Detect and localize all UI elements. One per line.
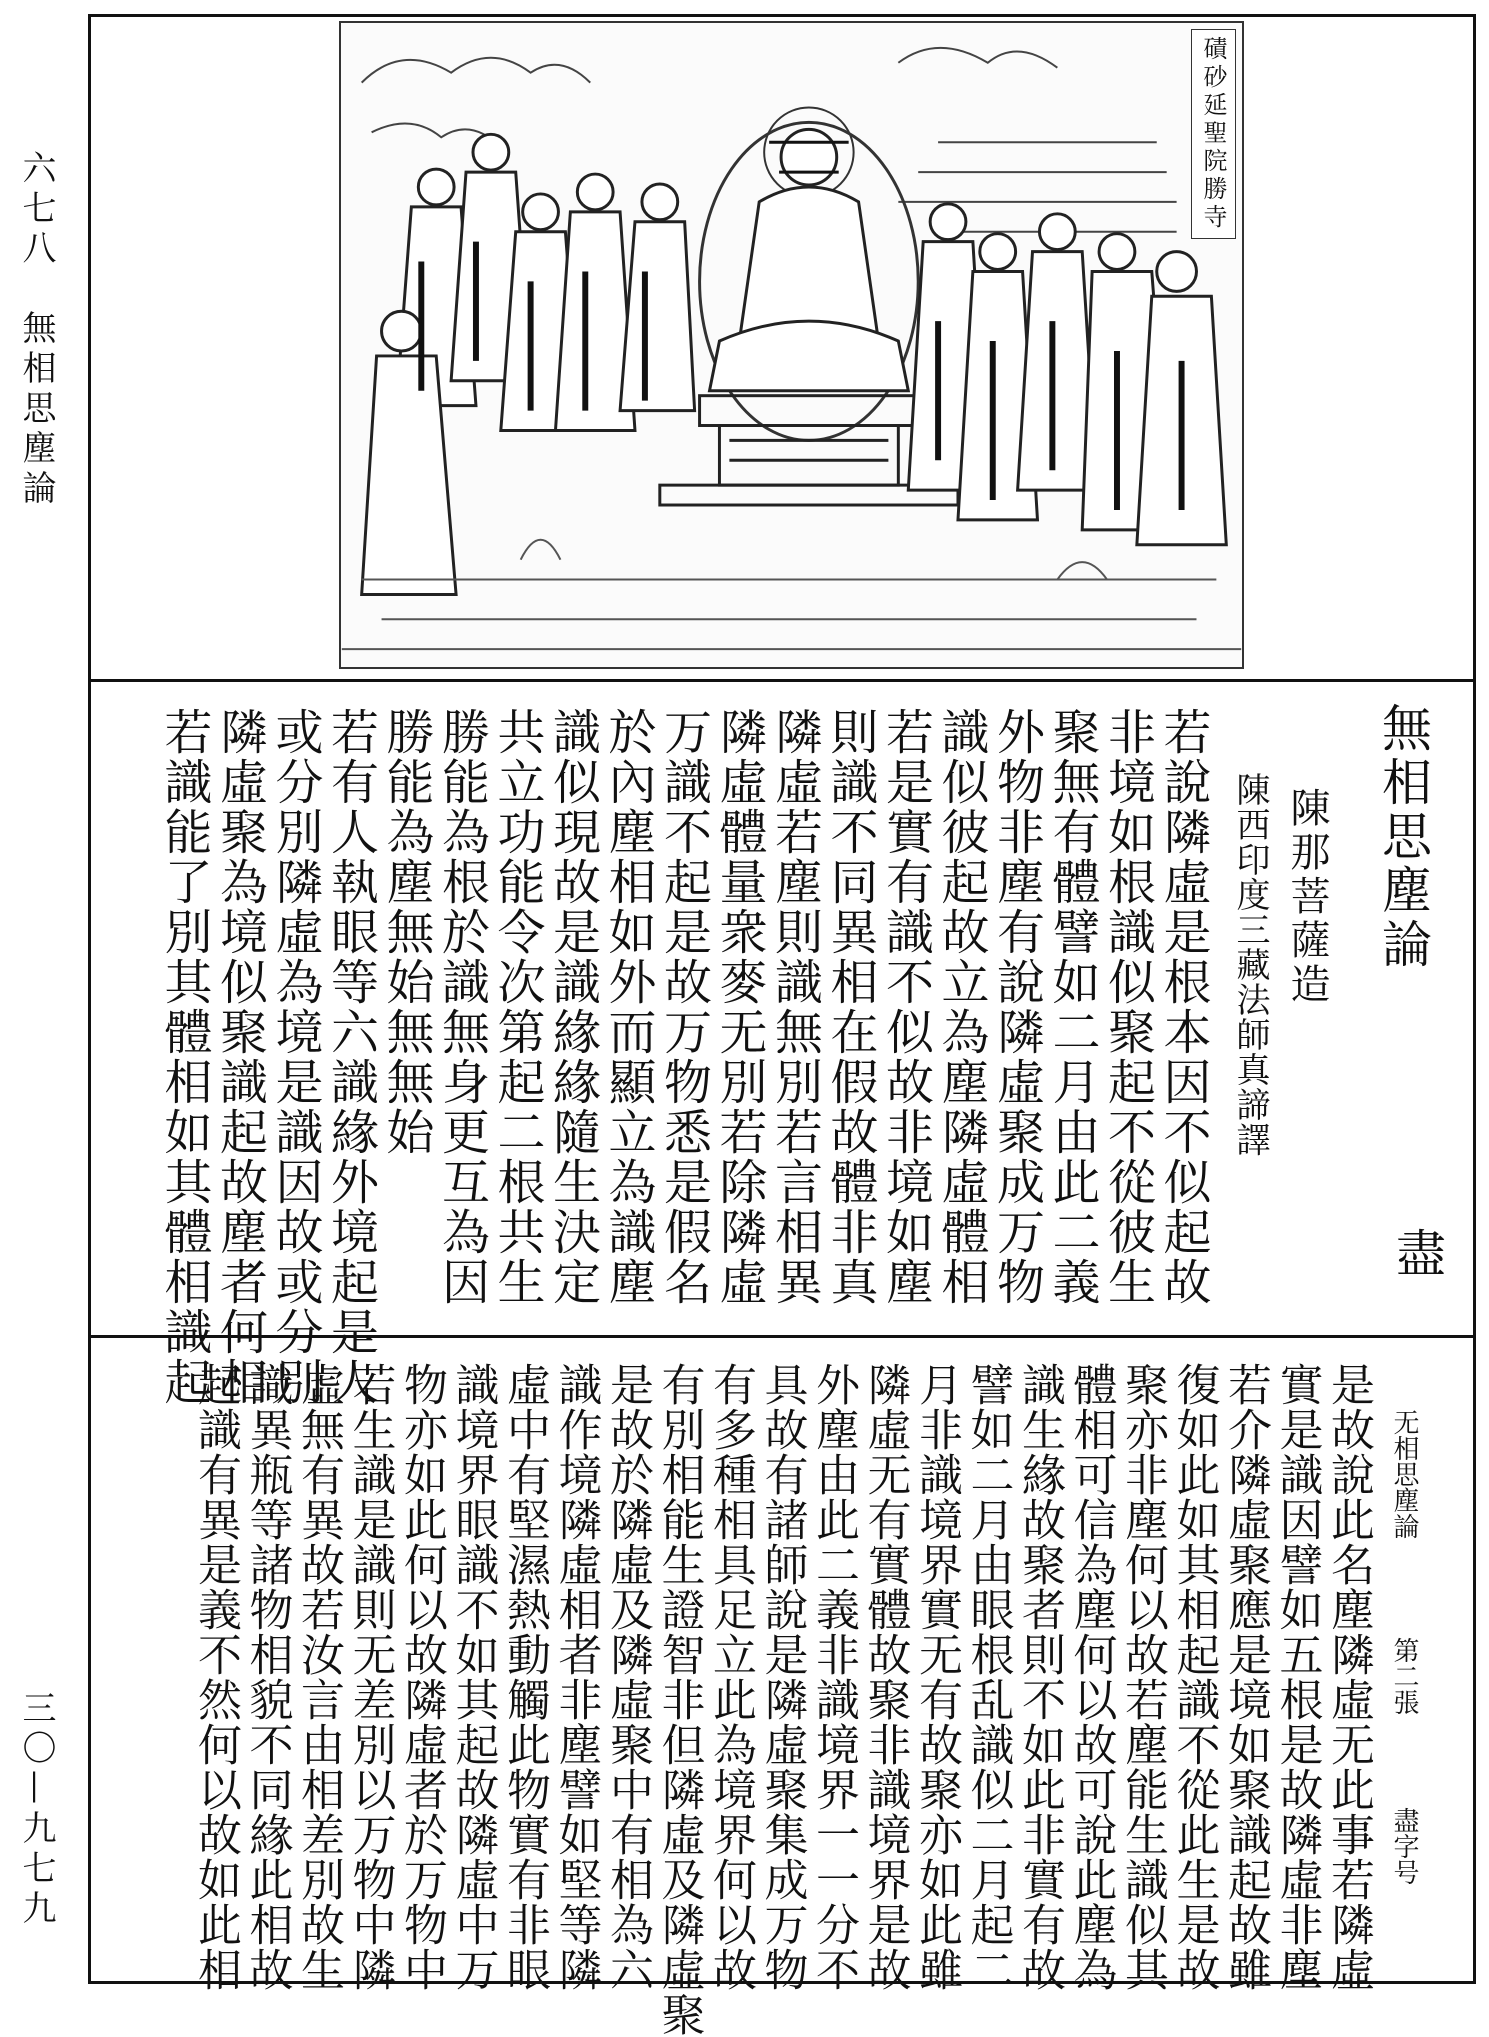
text-column: 有別相能生證智非但隣虛及隣虛聚	[653, 1362, 705, 2037]
margin-page-number: 三〇—九七九	[16, 1690, 56, 1930]
text-column: 則識不同異相在假故體非真	[822, 707, 878, 1307]
text-column: 勝能為塵無始無無始	[378, 707, 434, 1157]
text-column: 起識有異是義不然何以故如此相	[190, 1362, 241, 1992]
section2-char-number: 盡字号	[1389, 1807, 1419, 1885]
text-column: 識似現故是識緣緣隨生決定	[544, 707, 601, 1307]
text-column: 識似彼起故立為塵隣虛體相	[933, 707, 989, 1307]
text-column: 若是實有識不似故非境如塵	[877, 707, 934, 1307]
section-divider-2	[91, 1335, 1473, 1338]
text-column: 譬如二月由眼根乱識似二月起二	[962, 1362, 1014, 1992]
text-column: 是故於隣虛及隣虛聚中有相為六	[602, 1362, 653, 1992]
text-column: 體相可信為塵何以故可說此塵為	[1065, 1362, 1117, 1992]
text-column: 若生識是識則无差別以万物中隣	[344, 1362, 396, 1992]
text-column: 若說隣虛是根本因不似起故	[1155, 707, 1211, 1307]
text-column: 隣虛无有實體故聚非識境界是故	[859, 1362, 911, 1992]
text-column: 於內塵相如外而顯立為識塵	[600, 707, 656, 1307]
text-column: 復如此如其相起識不從此生是故	[1168, 1362, 1220, 1992]
illustration-drawing	[341, 23, 1242, 667]
text-column: 識作境隣虛相者非塵譬如堅等隣	[550, 1362, 602, 1992]
temple-label: 磧砂延聖院勝寺	[1191, 29, 1236, 239]
page-frame	[88, 14, 1476, 2037]
text-column: 隣虛體量衆麥无別若除隣虛	[711, 707, 767, 1307]
text-column: 具故有諸師說是隣虛聚集成万物	[756, 1362, 808, 1992]
text-column: 聚亦非塵何以故若塵能生識似其	[1117, 1362, 1168, 1992]
text-column: 或分別隣虛為境是識因故或分別	[267, 707, 323, 1407]
margin-volume-title: 六七八 無相思塵論	[16, 150, 56, 510]
text-column: 共立功能令次第起二根共生	[489, 707, 545, 1307]
text-title: 無相思塵論	[1374, 702, 1432, 972]
text-column: 隣虛聚為境似聚識起故塵者何相	[211, 707, 268, 1407]
text-column: 勝能為根於識無身更互為因	[433, 707, 490, 1307]
section-divider-1	[91, 679, 1473, 682]
text-column: 虛中有堅濕熱動觸此物實有非眼	[499, 1362, 550, 1992]
text-column: 虛無有異故若汝言由相差別故生	[293, 1362, 344, 1992]
text-column: 是故說此名塵隣虛无此事若隣虛	[1323, 1362, 1374, 1992]
translator-line: 陳西印度三藏法師真諦譯	[1230, 772, 1270, 1157]
text-column: 識生緣故聚者則不如此非實有故	[1014, 1362, 1065, 1992]
seal-character: 盡	[1388, 1227, 1446, 1277]
text-column: 物亦如此何以故隣虛者於万物中	[396, 1362, 447, 1992]
text-column: 隣虛若塵則識無別若言相異	[766, 707, 823, 1307]
text-column: 非境如根識似聚起不從彼生	[1099, 707, 1156, 1307]
text-column: 万識不起是故万物悉是假名	[655, 707, 712, 1307]
text-column: 外塵由此二義非識境界一一分不	[808, 1362, 859, 1992]
section2-page-label: 第二張	[1389, 1637, 1419, 1715]
text-column: 月非識境界實无有故聚亦如此雖	[911, 1362, 962, 1992]
author-line: 陳那菩薩造	[1284, 787, 1330, 1007]
section2-header: 无相思塵論	[1389, 1409, 1419, 1539]
text-column: 有多種相具足立此為境界何以故	[705, 1362, 756, 1992]
text-column: 若識能了別其體相如其體相識起	[156, 707, 212, 1407]
text-column: 聚無有體譬如二月由此二義	[1044, 707, 1100, 1307]
text-column: 識異瓶等諸物相貌不同緣此相故	[241, 1362, 293, 1992]
text-column: 識境界眼識不如其起故隣虛中万	[447, 1362, 499, 1992]
text-column: 實是識因譬如五根是故隣虛非塵	[1271, 1362, 1323, 1992]
frontispiece-illustration	[339, 21, 1244, 669]
text-column: 若介隣虛聚應是境如聚識起故雖	[1220, 1362, 1271, 1992]
text-column: 若有人執眼等六識緣外境起是人	[322, 707, 379, 1407]
text-column: 外物非塵有說隣虛聚成万物	[988, 707, 1045, 1307]
